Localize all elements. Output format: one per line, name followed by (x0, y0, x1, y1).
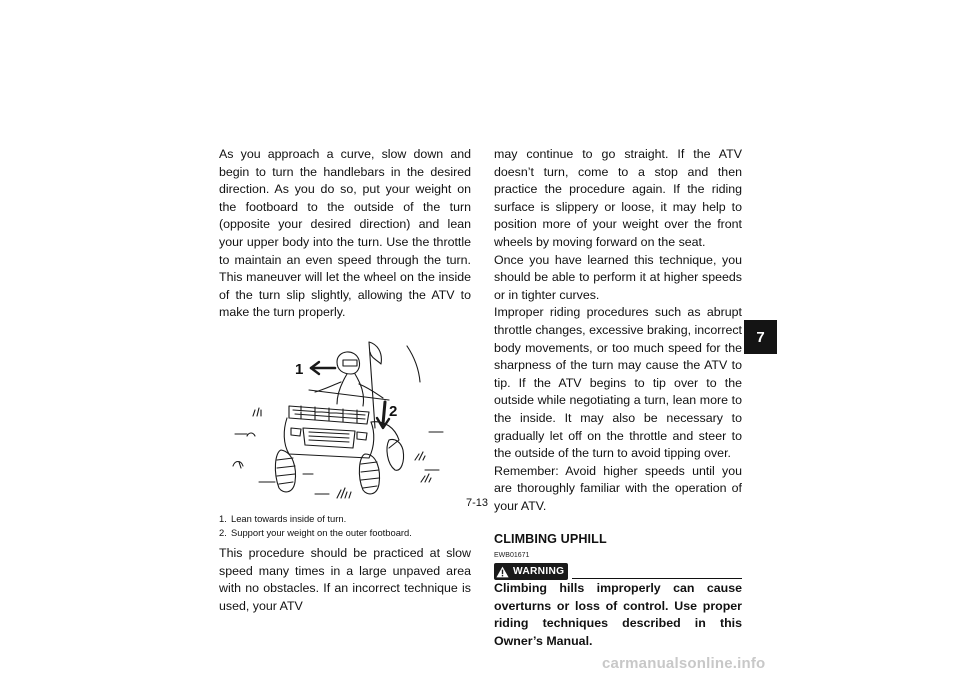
body-paragraph: Remember: Avoid higher speeds until you are thoroughly familiar with the operation of your ATV. (494, 463, 742, 513)
warning-triangle-icon (496, 566, 509, 578)
body-paragraph: Once you have learned this technique, you should be able to perform it at higher speeds or in tighter curves. (494, 252, 742, 302)
warning-header (494, 563, 742, 580)
chapter-tab: 7 (744, 320, 777, 354)
caption-number: 2. (219, 526, 227, 538)
left-column (219, 146, 471, 615)
caption-item (219, 526, 471, 540)
atv-rider-drawing (219, 332, 471, 508)
atv-turning-illustration (219, 332, 471, 508)
warning-badge (494, 563, 568, 580)
figure-captions (219, 512, 471, 540)
caption-number: 1. (219, 512, 227, 524)
page-number: 7-13 (466, 497, 489, 509)
warning-rule (572, 564, 742, 579)
caption-item (219, 512, 471, 526)
right-column (494, 146, 742, 650)
figure-callout-1: 1 (295, 360, 304, 378)
watermark: carmanualsonline.info (602, 655, 766, 672)
intro-paragraph: As you approach a curve, slow down and begin to turn the handlebars in the desired direction. As you do so, put your weight on the footboard to the outside of the turn (opposite your desired direction) and lean your upper body into the turn. Use the throttle to maintain an even speed through the turn. This maneuver will let the wheel on the inside of the turn slip slightly, allowing the ATV to make the turn properly. (219, 147, 471, 320)
warning-text: Climbing hills improperly can cause overturns or loss of control. Use proper riding techniques described in this Owner’s Manual. (494, 581, 742, 648)
body-paragraph: Improper riding procedures such as abrupt throttle changes, excessive braking, incorrect body movements, or too much speed for the sharpness of the turn may cause the ATV to tip. If the ATV begins to tip over to the outside while negotiating a turn, lean more to the inside. It may also be necessary to gradually let off on the throttle and steer to the outside of the turn to avoid tipping over. (494, 305, 742, 461)
caption-text: Support your weight on the outer footboard. (231, 526, 412, 538)
caption-text: Lean towards inside of turn. (231, 512, 347, 524)
body-paragraph: may continue to go straight. If the ATV doesn’t turn, come to a stop and then practice the procedure again. If the riding surface is slippery or loose, it may help to position more of your weight over the front wheels by moving forward on the seat. (494, 147, 742, 249)
figure-callout-2: 2 (389, 402, 398, 420)
warning-label: WARNING (513, 565, 565, 577)
section-heading: CLIMBING UPHILL (494, 532, 607, 547)
warning-code: EWB01671 (494, 552, 530, 560)
practice-paragraph: This procedure should be practiced at slow speed many times in a large unpaved area with no obstacles. If an incorrect technique is used, your ATV (219, 545, 471, 613)
